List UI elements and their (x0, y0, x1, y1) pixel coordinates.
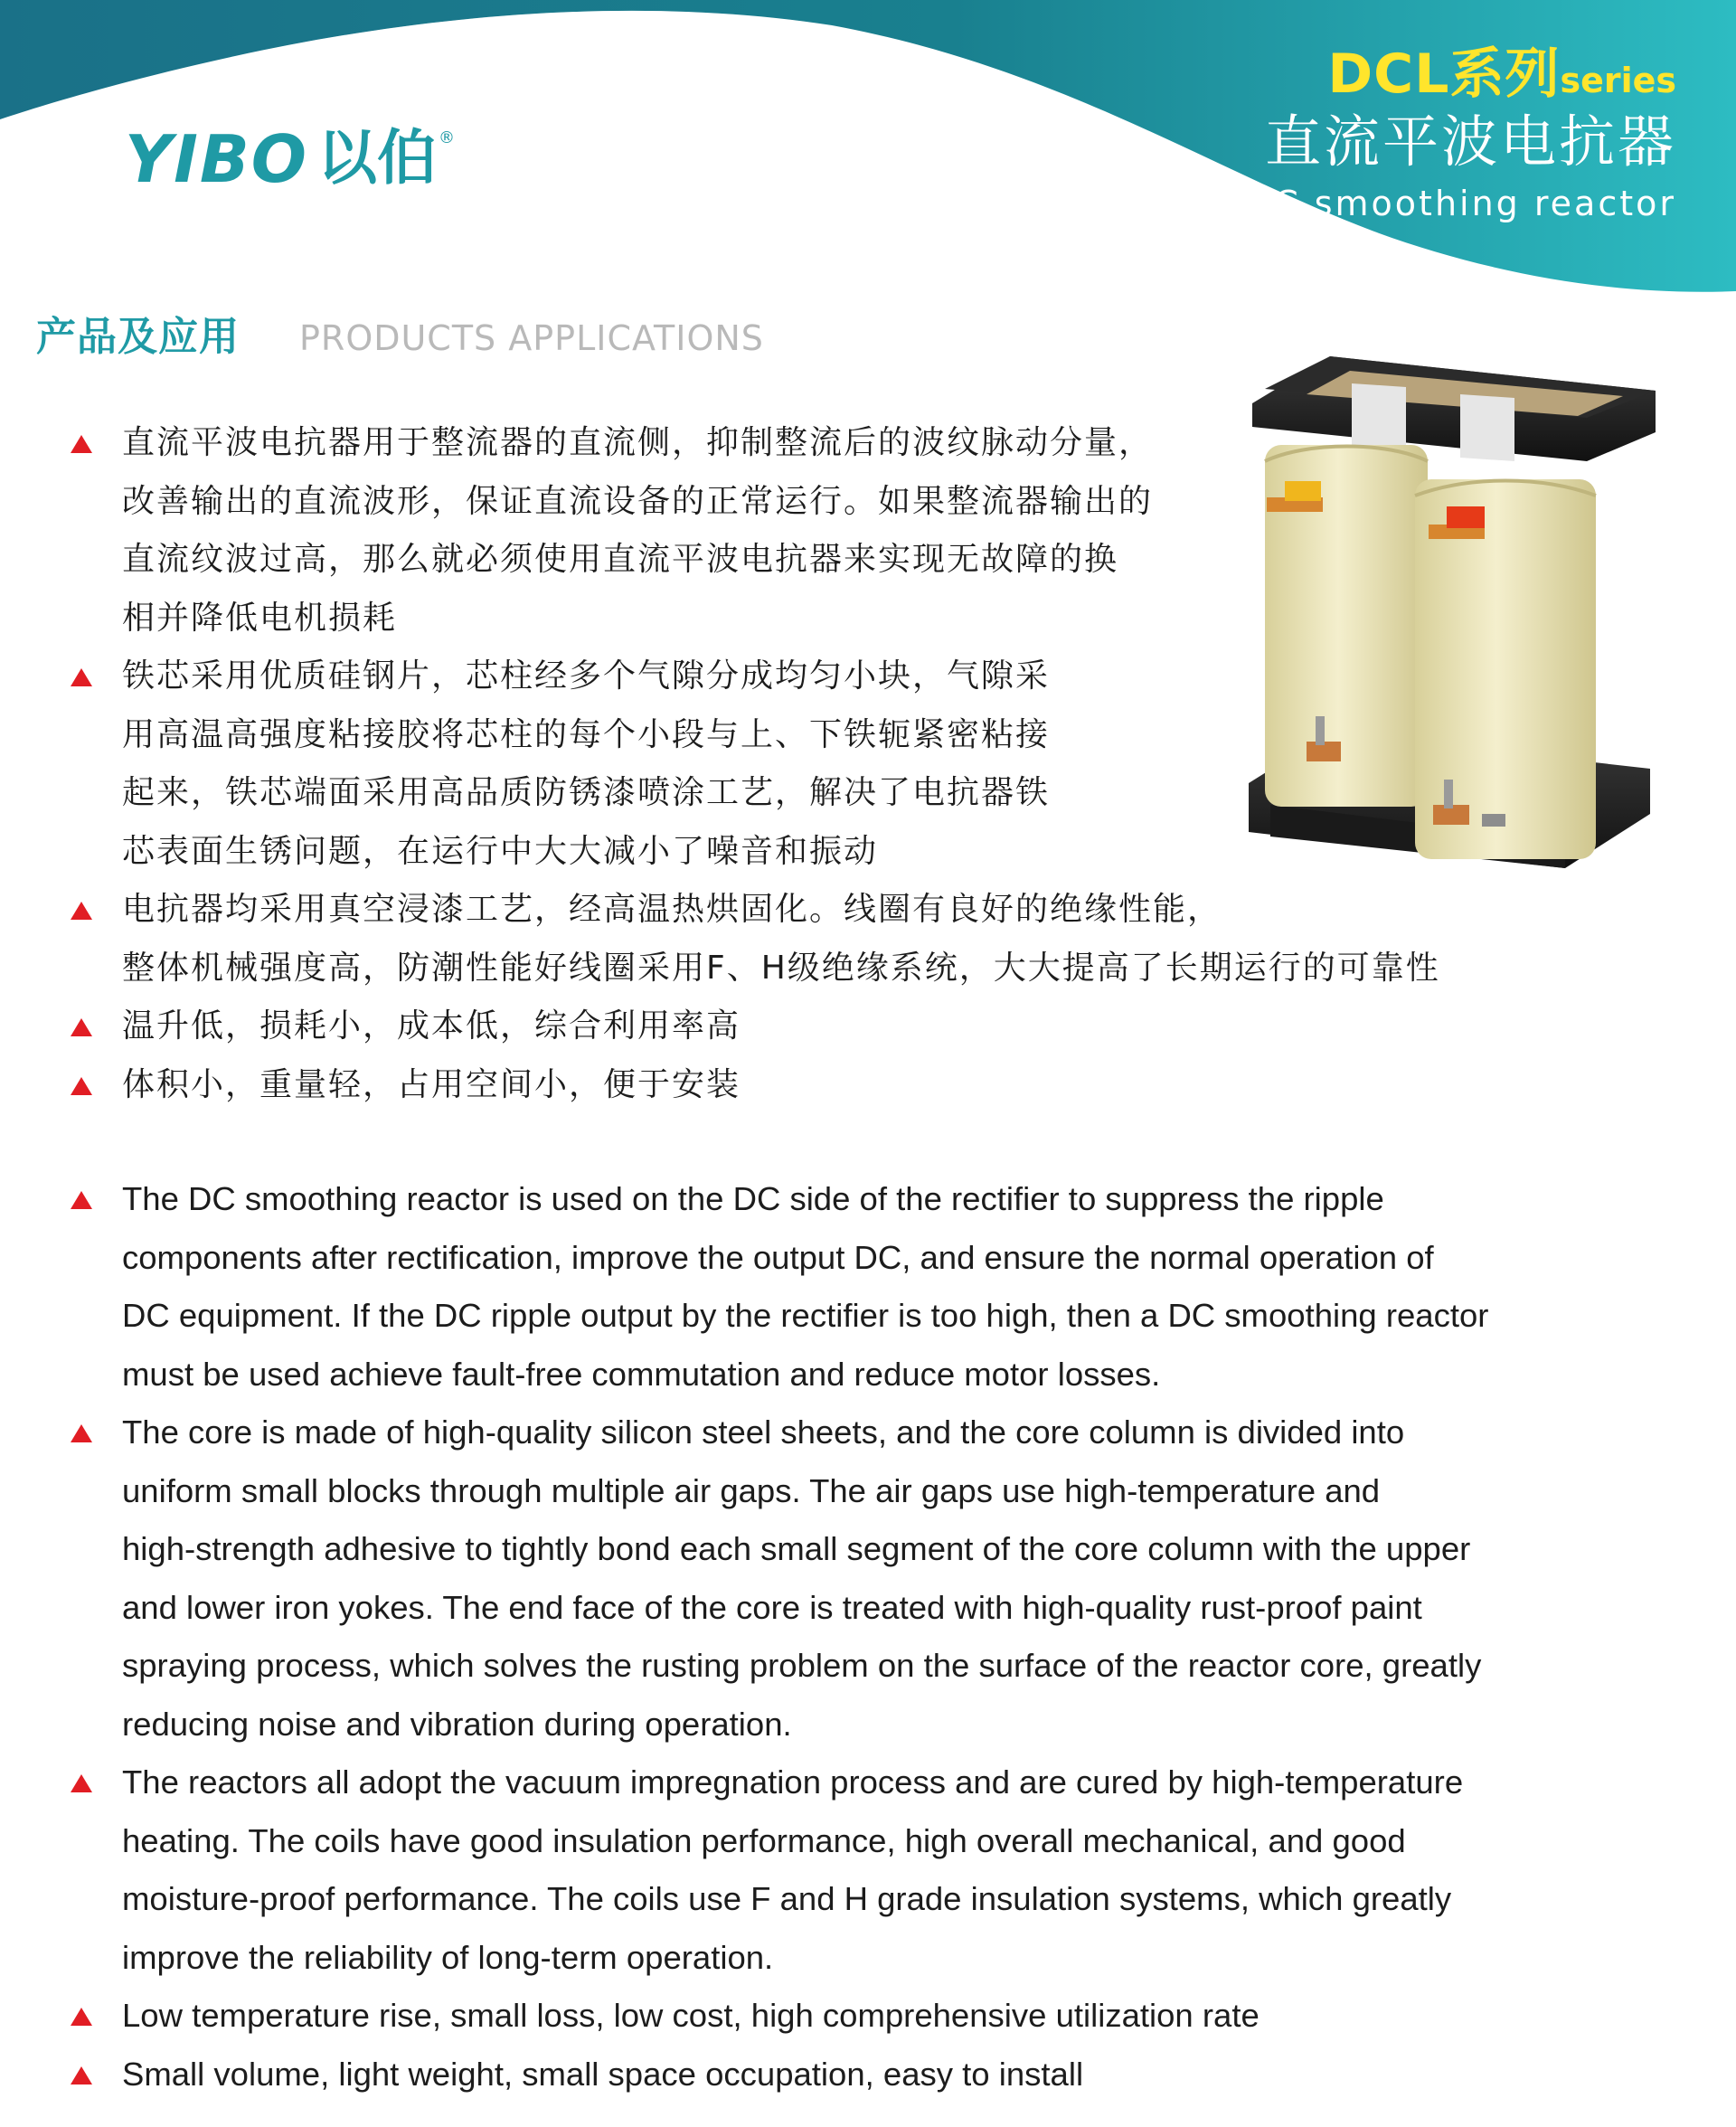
feature-cn-line: 芯表面生锈问题，在运行中大大减小了噪音和振动 (122, 832, 879, 870)
brand-logo (125, 121, 456, 197)
feature-en-line: improve the reliability of long-term operation. (122, 1938, 774, 1976)
feature-cn-item (65, 648, 1512, 881)
feature-en-item (65, 1754, 1693, 1987)
red-triangle-bullet-icon (71, 668, 92, 686)
feature-cn-line: 体积小，重量轻，占用空间小，便于安装 (122, 1065, 741, 1103)
feature-cn-line: 电抗器均采用真空浸漆工艺，经高温热烘固化。线圈有良好的绝缘性能， (122, 891, 1222, 928)
red-triangle-bullet-icon (71, 1774, 92, 1792)
red-triangle-bullet-icon (71, 1424, 92, 1442)
feature-en-line: The DC smoothing reactor is used on the DC side of the rectifier to suppress the ripple (122, 1180, 1384, 1217)
feature-cn-item (65, 881, 1512, 997)
feature-cn-line: 直流纹波过高，那么就必须使用直流平波电抗器来实现无故障的换 (122, 541, 1119, 578)
feature-cn-line: 铁芯采用优质硅钢片，芯柱经多个气隙分成均匀小块，气隙采 (122, 657, 1051, 695)
section-title-cn: 产品及应用 (36, 314, 240, 360)
series-code: DCL系列 (1327, 43, 1561, 106)
feature-cn-line: 相并降低电机损耗 (122, 599, 398, 637)
feature-en-line: moisture-proof performance. The coils use F and H grade insulation systems, which greatly (122, 1880, 1452, 1917)
series-title-block (1244, 43, 1676, 223)
feature-en-line: spraying process, which solves the rusting problem on the surface of the reactor core, greatly (122, 1647, 1482, 1684)
product-name-cn: 直流平波电抗器 (1264, 109, 1676, 175)
feature-list-en (65, 1170, 1693, 2103)
feature-en-line: heating. The coils have good insulation performance, high overall mechanical, and good (122, 1821, 1406, 1859)
product-name-en: DC smoothing reactor (1244, 184, 1676, 223)
feature-cn-line: 整体机械强度高，防潮性能好线圈采用F、H级绝缘系统，大大提高了长期运行的可靠性 (122, 949, 1440, 987)
section-title-en: PRODUCTS APPLICATIONS (299, 318, 764, 358)
feature-en-line: Low temperature rise, small loss, low cost, high comprehensive utilization rate (122, 1997, 1260, 2034)
series-word: series (1560, 61, 1676, 100)
red-triangle-bullet-icon (71, 2066, 92, 2084)
brand-logo-latin: YIBO (125, 121, 309, 197)
feature-en-item (65, 1987, 1693, 2046)
feature-en-line: uniform small blocks through multiple air gaps. The air gaps use high-temperature and (122, 1471, 1381, 1509)
feature-cn-line: 用高温高强度粘接胶将芯柱的每个小段与上、下铁轭紧密粘接 (122, 715, 1051, 753)
feature-cn-line: 直流平波电抗器用于整流器的直流侧，抑制整流后的波纹脉动分量， (122, 424, 1154, 461)
red-triangle-bullet-icon (71, 1191, 92, 1209)
section-heading (36, 304, 764, 362)
feature-en-line: The core is made of high-quality silicon steel sheets, and the core column is divided into (122, 1413, 1405, 1451)
feature-cn-line: 改善输出的直流波形，保证直流设备的正常运行。如果整流器输出的 (122, 482, 1154, 520)
red-triangle-bullet-icon (71, 1018, 92, 1036)
feature-en-line: high-strength adhesive to tightly bond each small segment of the core column with the upper (122, 1530, 1471, 1567)
registered-mark: ® (439, 128, 456, 147)
series-code-line (1245, 43, 1676, 106)
feature-en-line: The reactors all adopt the vacuum impregnation process and are cured by high-temperature (122, 1763, 1464, 1801)
feature-cn-item (65, 1056, 1512, 1115)
feature-en-line: reducing noise and vibration during operation. (122, 1705, 792, 1743)
feature-en-line: and lower iron yokes. The end face of the core is treated with high-quality rust-proof paint (122, 1588, 1422, 1626)
brand-logo-cjk: 以伯 (317, 123, 438, 193)
red-triangle-bullet-icon (71, 1077, 92, 1095)
feature-en-line: must be used achieve fault-free commutation and reduce motor losses. (122, 1355, 1161, 1393)
feature-en-line: components after rectification, improve the output DC, and ensure the normal operation of (122, 1238, 1434, 1276)
red-triangle-bullet-icon (71, 902, 92, 920)
feature-cn-line: 起来，铁芯端面采用高品质防锈漆喷涂工艺，解决了电抗器铁 (122, 774, 1051, 811)
feature-list-cn (65, 414, 1512, 1114)
feature-en-line: Small volume, light weight, small space occupation, easy to install (122, 2055, 1084, 2093)
feature-cn-line: 温升低，损耗小，成本低，综合利用率高 (122, 1007, 741, 1045)
feature-en-item (65, 1404, 1693, 1754)
feature-en-item (65, 1170, 1693, 1404)
red-triangle-bullet-icon (71, 2008, 92, 2026)
feature-en-item (65, 2046, 1693, 2104)
red-triangle-bullet-icon (71, 435, 92, 453)
feature-cn-item (65, 997, 1512, 1056)
feature-en-line: DC equipment. If the DC ripple output by the rectifier is too high, then a DC smoothing reactor (122, 1297, 1489, 1334)
feature-cn-item (65, 414, 1512, 648)
